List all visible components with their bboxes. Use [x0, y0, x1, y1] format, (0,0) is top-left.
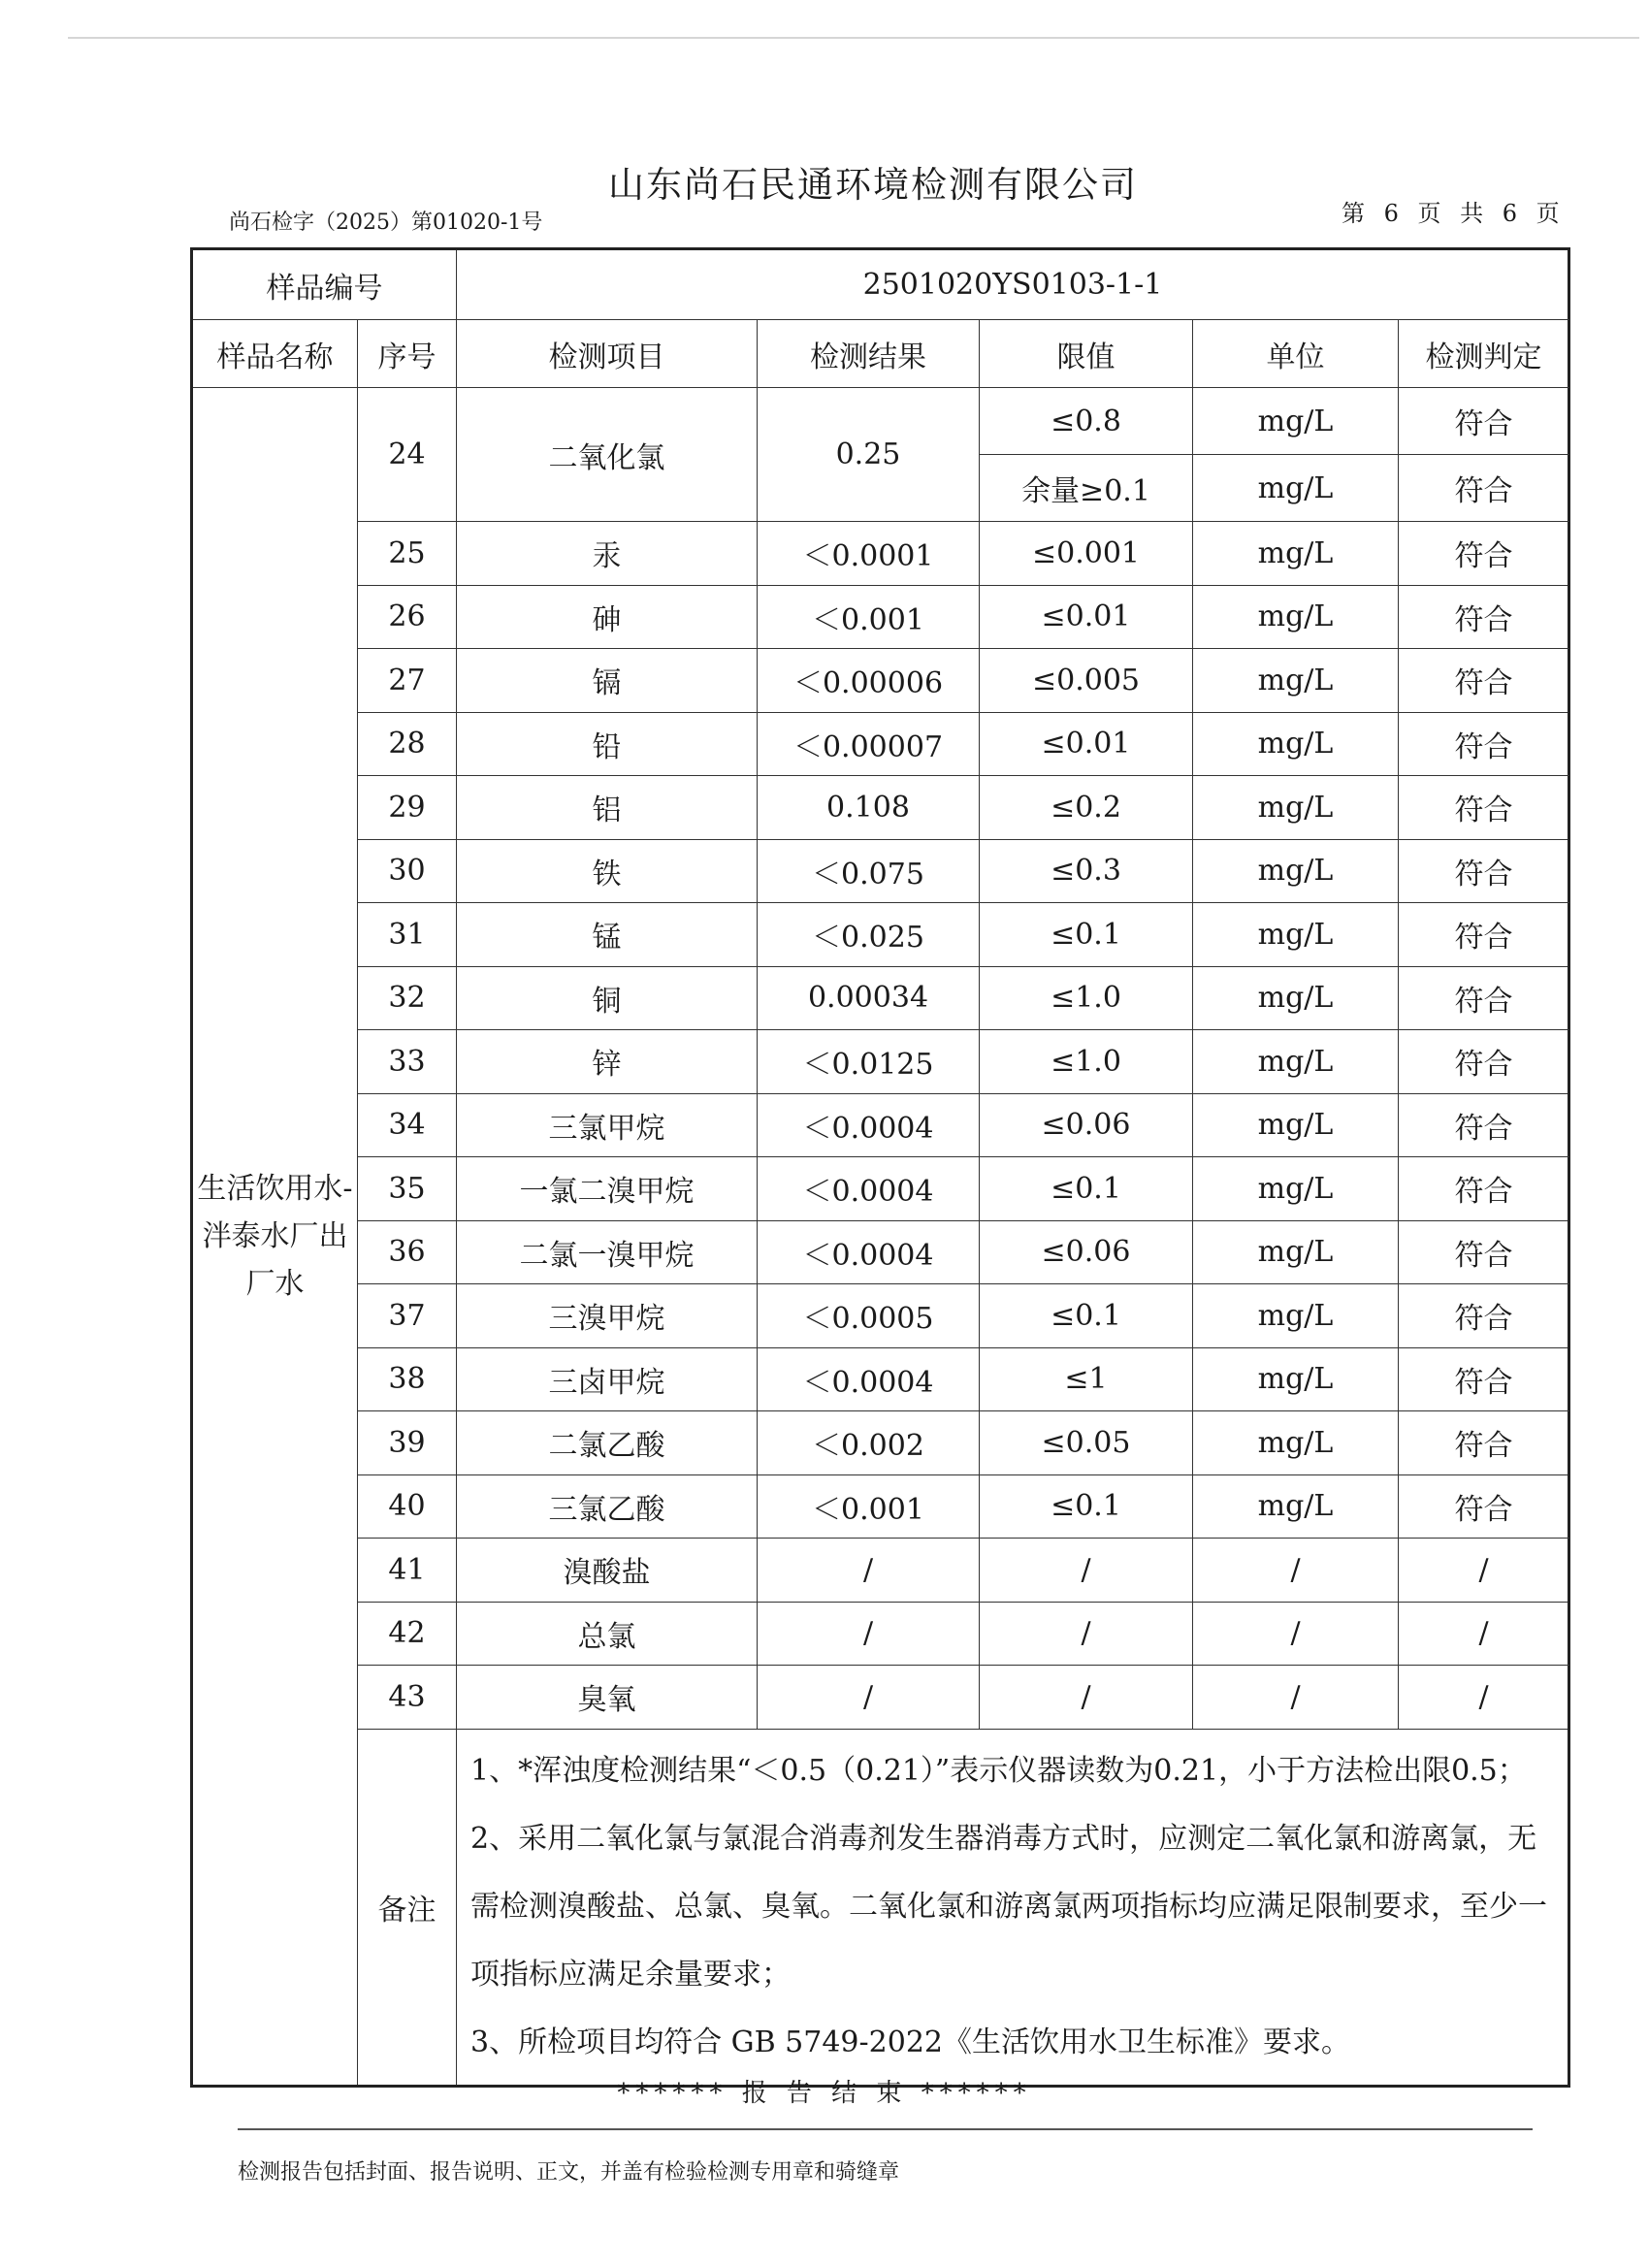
row-item: 铅 — [457, 712, 758, 776]
table-row — [192, 1666, 1569, 1730]
row-limit: ≤0.2 — [980, 776, 1193, 840]
row-judgement: 符合 — [1399, 839, 1569, 903]
row-limit: ≤0.8 — [980, 388, 1193, 455]
row-judgement: 符合 — [1399, 388, 1569, 455]
row-unit: mg/L — [1193, 712, 1399, 776]
row-result: ＜0.025 — [758, 903, 980, 967]
row-limit: / — [980, 1666, 1193, 1730]
row-item: 砷 — [457, 585, 758, 649]
row-unit: mg/L — [1193, 585, 1399, 649]
row-item: 三溴甲烷 — [457, 1284, 758, 1348]
row-no: 40 — [358, 1474, 457, 1539]
table-row — [192, 1220, 1569, 1284]
row-judgement: / — [1399, 1539, 1569, 1603]
row-item: 汞 — [457, 522, 758, 586]
row-item: 二氧化氯 — [457, 388, 758, 522]
row-unit: mg/L — [1193, 1347, 1399, 1411]
row-judgement: 符合 — [1399, 1220, 1569, 1284]
row-unit: mg/L — [1193, 966, 1399, 1030]
row-unit: mg/L — [1193, 1093, 1399, 1157]
table-row — [192, 903, 1569, 967]
row-limit: ≤1 — [980, 1347, 1193, 1411]
footer-divider — [238, 2128, 1533, 2130]
row-result: ＜0.0004 — [758, 1220, 980, 1284]
row-no: 39 — [358, 1411, 457, 1475]
results-table — [190, 247, 1570, 2088]
row-limit: ≤0.06 — [980, 1220, 1193, 1284]
table-row — [192, 1474, 1569, 1539]
row-no: 33 — [358, 1030, 457, 1094]
row-judgement: 符合 — [1399, 1474, 1569, 1539]
row-no: 41 — [358, 1539, 457, 1603]
scan-top-line — [68, 37, 1639, 39]
row-judgement: 符合 — [1399, 712, 1569, 776]
row-result: 0.25 — [758, 388, 980, 522]
row-no: 29 — [358, 776, 457, 840]
row-limit: ≤0.06 — [980, 1093, 1193, 1157]
row-item: 镉 — [457, 649, 758, 713]
row-limit: ≤0.1 — [980, 1284, 1193, 1348]
table-row — [192, 1284, 1569, 1348]
row-result: ＜0.00007 — [758, 712, 980, 776]
header-judgement: 检测判定 — [1399, 320, 1569, 388]
row-judgement: 符合 — [1399, 1157, 1569, 1221]
table-row — [192, 839, 1569, 903]
row-limit: ≤1.0 — [980, 966, 1193, 1030]
row-unit: / — [1193, 1602, 1399, 1666]
row-unit: mg/L — [1193, 1220, 1399, 1284]
row-unit: mg/L — [1193, 522, 1399, 586]
row-no: 26 — [358, 585, 457, 649]
row-no: 38 — [358, 1347, 457, 1411]
row-no: 27 — [358, 649, 457, 713]
table-row — [192, 388, 1569, 455]
row-result: / — [758, 1602, 980, 1666]
row-judgement: / — [1399, 1666, 1569, 1730]
row-unit: mg/L — [1193, 1030, 1399, 1094]
table-row — [192, 1347, 1569, 1411]
row-limit: ≤0.005 — [980, 649, 1193, 713]
row-judgement: 符合 — [1399, 455, 1569, 522]
row-unit: mg/L — [1193, 455, 1399, 522]
row-no: 34 — [358, 1093, 457, 1157]
row-judgement: 符合 — [1399, 1093, 1569, 1157]
table-row — [192, 1093, 1569, 1157]
row-limit: ≤0.01 — [980, 712, 1193, 776]
row-unit: / — [1193, 1666, 1399, 1730]
table-row — [192, 776, 1569, 840]
row-unit: mg/L — [1193, 1157, 1399, 1221]
row-judgement: 符合 — [1399, 1347, 1569, 1411]
row-no: 24 — [358, 388, 457, 522]
report-end-marker: ****** 报 告 结 束 ****** — [617, 2079, 1032, 2108]
row-no: 35 — [358, 1157, 457, 1221]
row-result: ＜0.0125 — [758, 1030, 980, 1094]
row-item: 铁 — [457, 839, 758, 903]
row-result: ＜0.001 — [758, 1474, 980, 1539]
row-no: 28 — [358, 712, 457, 776]
row-result: ＜0.0001 — [758, 522, 980, 586]
row-result: / — [758, 1539, 980, 1603]
sample-id-label: 样品编号 — [192, 249, 457, 320]
header-sample-name: 样品名称 — [192, 320, 358, 388]
row-result: ＜0.075 — [758, 839, 980, 903]
table-row — [192, 649, 1569, 713]
row-result: ＜0.001 — [758, 585, 980, 649]
sample-name-cell: 生活饮用水-泮泰水厂出厂水 — [192, 388, 358, 2087]
remarks-label: 备注 — [358, 1729, 457, 2086]
row-item: 锌 — [457, 1030, 758, 1094]
page-indicator: 第 6 页 共 6 页 — [1342, 200, 1566, 227]
remarks-body — [457, 1729, 1569, 2086]
row-unit: / — [1193, 1539, 1399, 1603]
row-judgement: 符合 — [1399, 966, 1569, 1030]
row-no: 43 — [358, 1666, 457, 1730]
row-judgement: 符合 — [1399, 585, 1569, 649]
footer-note: 检测报告包括封面、报告说明、正文，并盖有检验检测专用章和骑缝章 — [238, 2160, 900, 2185]
remark-item: 2、采用二氧化氯与氯混合消毒剂发生器消毒方式时，应测定二氧化氯和游离氯，无需检测溴酸盐、总氯、臭氧。二氧化氯和游离氯两项指标均应满足限制要求，至少一项指标应满足余量要求； — [470, 1821, 1547, 1992]
header-limit: 限值 — [980, 320, 1193, 388]
row-unit: mg/L — [1193, 903, 1399, 967]
row-no: 32 — [358, 966, 457, 1030]
row-limit: ≤0.001 — [980, 522, 1193, 586]
table-row — [192, 1030, 1569, 1094]
sample-id-row — [192, 249, 1569, 320]
header-no: 序号 — [358, 320, 457, 388]
row-judgement: 符合 — [1399, 1284, 1569, 1348]
sample-id-value: 2501020YS0103-1-1 — [457, 249, 1569, 320]
company-name: 山东尚石民通环境检测有限公司 — [608, 164, 1138, 206]
remark-item: 3、所检项目均符合 GB 5749-2022《生活饮用水卫生标准》要求。 — [470, 2025, 1351, 2059]
row-limit: ≤0.1 — [980, 903, 1193, 967]
header-row — [192, 320, 1569, 388]
row-unit: mg/L — [1193, 1474, 1399, 1539]
row-unit: mg/L — [1193, 776, 1399, 840]
row-item: 三卤甲烷 — [457, 1347, 758, 1411]
row-item: 二氯乙酸 — [457, 1411, 758, 1475]
row-limit: ≤0.1 — [980, 1157, 1193, 1221]
row-result: / — [758, 1666, 980, 1730]
row-unit: mg/L — [1193, 1411, 1399, 1475]
remark-item: 1、*浑浊度检测结果“＜0.5（0.21）”表示仪器读数为0.21，小于方法检出限0.5； — [470, 1753, 1527, 1788]
row-result: ＜0.0005 — [758, 1284, 980, 1348]
row-item: 总氯 — [457, 1602, 758, 1666]
table-row — [192, 966, 1569, 1030]
row-limit: ≤1.0 — [980, 1030, 1193, 1094]
row-judgement: 符合 — [1399, 649, 1569, 713]
row-judgement: 符合 — [1399, 1411, 1569, 1475]
row-result: ＜0.0004 — [758, 1157, 980, 1221]
row-limit: 余量≥0.1 — [980, 455, 1193, 522]
header-unit: 单位 — [1193, 320, 1399, 388]
row-judgement: 符合 — [1399, 522, 1569, 586]
row-result: 0.108 — [758, 776, 980, 840]
row-no: 25 — [358, 522, 457, 586]
row-result: ＜0.002 — [758, 1411, 980, 1475]
table-row — [192, 1539, 1569, 1603]
row-unit: mg/L — [1193, 388, 1399, 455]
row-result: 0.00034 — [758, 966, 980, 1030]
table-row — [192, 585, 1569, 649]
table-row — [192, 1602, 1569, 1666]
table-row — [192, 1157, 1569, 1221]
table-row — [192, 1411, 1569, 1475]
row-unit: mg/L — [1193, 839, 1399, 903]
row-item: 二氯一溴甲烷 — [457, 1220, 758, 1284]
table-row — [192, 522, 1569, 586]
row-limit: / — [980, 1602, 1193, 1666]
row-limit: ≤0.05 — [980, 1411, 1193, 1475]
row-limit: / — [980, 1539, 1193, 1603]
header-item: 检测项目 — [457, 320, 758, 388]
row-no: 30 — [358, 839, 457, 903]
table-row — [192, 712, 1569, 776]
row-judgement: 符合 — [1399, 903, 1569, 967]
row-item: 铝 — [457, 776, 758, 840]
row-limit: ≤0.3 — [980, 839, 1193, 903]
row-unit: mg/L — [1193, 649, 1399, 713]
row-no: 31 — [358, 903, 457, 967]
header-result: 检测结果 — [758, 320, 980, 388]
row-item: 臭氧 — [457, 1666, 758, 1730]
row-item: 锰 — [457, 903, 758, 967]
row-result: ＜0.0004 — [758, 1347, 980, 1411]
row-no: 36 — [358, 1220, 457, 1284]
remarks-row — [192, 1729, 1569, 2086]
row-item: 铜 — [457, 966, 758, 1030]
report-number: 尚石检字（2025）第01020-1号 — [229, 211, 543, 235]
row-item: 溴酸盐 — [457, 1539, 758, 1603]
row-unit: mg/L — [1193, 1284, 1399, 1348]
row-limit: ≤0.1 — [980, 1474, 1193, 1539]
row-no: 42 — [358, 1602, 457, 1666]
row-judgement: 符合 — [1399, 1030, 1569, 1094]
row-limit: ≤0.01 — [980, 585, 1193, 649]
row-result: ＜0.00006 — [758, 649, 980, 713]
row-item: 三氯乙酸 — [457, 1474, 758, 1539]
row-item: 一氯二溴甲烷 — [457, 1157, 758, 1221]
row-result: ＜0.0004 — [758, 1093, 980, 1157]
row-item: 三氯甲烷 — [457, 1093, 758, 1157]
row-judgement: / — [1399, 1602, 1569, 1666]
row-judgement: 符合 — [1399, 776, 1569, 840]
row-no: 37 — [358, 1284, 457, 1348]
